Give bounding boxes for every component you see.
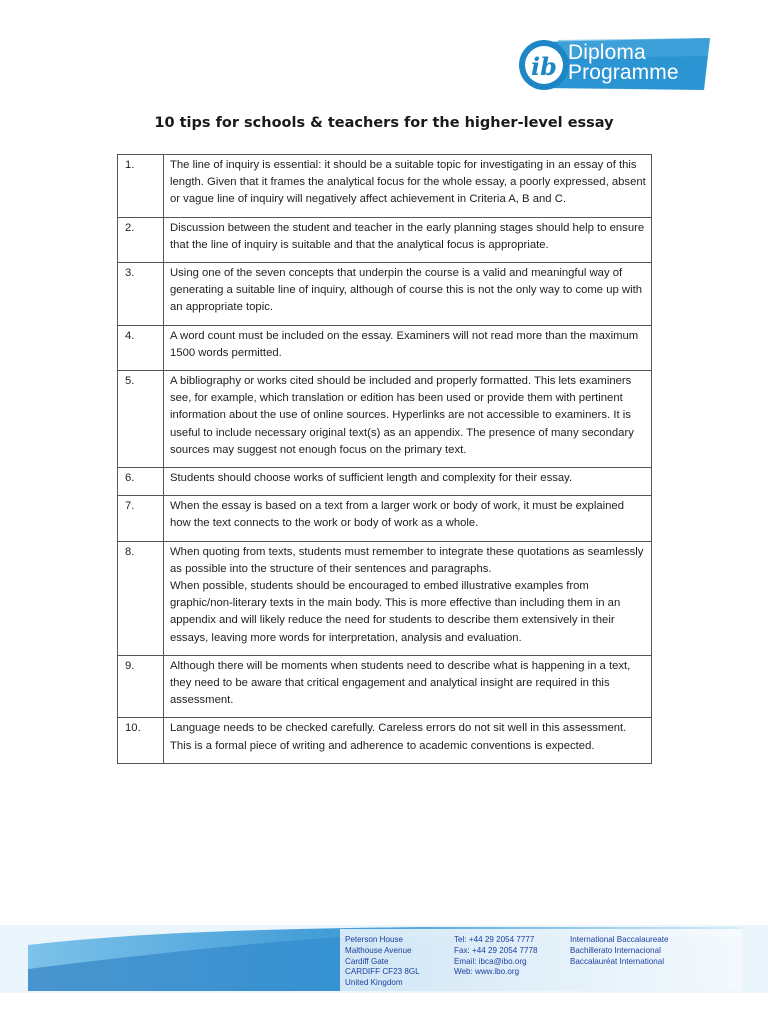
tip-number: 4.	[118, 325, 164, 370]
table-row	[118, 655, 652, 718]
footer-org-name-line: International Baccalaureate	[570, 935, 669, 944]
tip-text	[164, 468, 652, 496]
tip-paragraph: A bibliography or works cited should be included and properly formatted. This lets examiners see, for example, which translation or edition has been used or provide them with pertinent information about the use of online sources. Hyperlinks are not accessible to examiners. It is useful to include necessary original text(s) as an appendix. The presence of many secondary sources may suggest not enough focus on the primary text.	[170, 375, 634, 456]
logo-line-programme: Programme	[568, 61, 679, 84]
tip-text	[164, 217, 652, 262]
footer-contact	[454, 935, 537, 978]
tip-text	[164, 541, 652, 655]
tip-number: 10.	[118, 718, 164, 763]
footer-band	[0, 925, 768, 993]
tip-paragraph: When the essay is based on a text from a larger work or body of work, it must be explained how the text connects to the work or body of work as a whole.	[170, 500, 624, 530]
footer-contact-line: Tel: +44 29 2054 7777	[454, 935, 535, 944]
tips-table	[117, 154, 652, 764]
tip-paragraph: When possible, students should be encouraged to embed illustrative examples from graphic/non-literary texts in the main body. This is more effective than including them in an appendix and will likely reduce the need for students to describe them extensively in their essays, leaving more words for interpretation, analysis and evaluation.	[170, 580, 621, 644]
tip-number: 6.	[118, 468, 164, 496]
tip-number: 1.	[118, 155, 164, 218]
tip-paragraph: Language needs to be checked carefully. Careless errors do not sit well in this assessment. This is a formal piece of writing and adherence to academic conventions is expected.	[170, 722, 627, 752]
tip-text	[164, 371, 652, 468]
table-row	[118, 718, 652, 763]
footer-org-name-line: Baccalauréat International	[570, 956, 665, 966]
tip-paragraph: When quoting from texts, students must remember to integrate these quotations as seamlessly as possible into the structure of their sentences and paragraphs.	[170, 545, 644, 575]
footer-address-line: United Kingdom	[345, 978, 403, 988]
tip-paragraph: A word count must be included on the essay. Examiners will not read more than the maximum 1500 words permitted.	[170, 329, 639, 359]
tip-number: 2.	[118, 217, 164, 262]
footer-org-names	[570, 935, 669, 967]
ib-diploma-logo	[518, 36, 714, 92]
table-row	[118, 155, 652, 218]
page-title: 10 tips for schools & teachers for the higher-level essay	[154, 115, 614, 131]
footer-contact-line: Fax: +44 29 2054 7778	[454, 945, 538, 955]
table-row	[118, 371, 652, 468]
footer-org-name-line: Bachillerato Internacional	[570, 945, 661, 955]
tip-text	[164, 655, 652, 718]
tip-number: 7.	[118, 496, 164, 541]
tip-text	[164, 496, 652, 541]
footer-address-line: Malthouse Avenue	[345, 945, 412, 955]
tip-paragraph: Using one of the seven concepts that underpin the course is a valid and meaningful way of generating a suitable line of inquiry, although of course this is not the only way to come up with an appropriate topic.	[170, 267, 643, 314]
tip-text	[164, 718, 652, 763]
tip-text	[164, 325, 652, 370]
footer-address	[345, 935, 420, 989]
footer-address-line: Cardiff Gate	[345, 956, 389, 966]
table-row	[118, 496, 652, 541]
table-row	[118, 468, 652, 496]
table-row	[118, 217, 652, 262]
svg-text:ib: ib	[531, 52, 557, 81]
tip-number: 8.	[118, 541, 164, 655]
footer-address-line: CARDIFF CF23 8GL	[345, 967, 420, 977]
tip-number: 9.	[118, 655, 164, 718]
footer-contact-line: Email: ibca@ibo.org	[454, 956, 527, 966]
footer-address-line: Peterson House	[345, 935, 404, 944]
tip-paragraph: The line of inquiry is essential: it should be a suitable topic for investigating in an essay of this length. Given that it frames the analytical focus for the whole essay, a poorly expressed, absent or vague line of inquiry will negatively affect achievement in Criteria A, B and C.	[170, 159, 646, 206]
tip-text	[164, 155, 652, 218]
footer-contact-line: Web: www.ibo.org	[454, 967, 520, 977]
table-row	[118, 325, 652, 370]
table-row	[118, 263, 652, 326]
tip-paragraph: Discussion between the student and teacher in the early planning stages should help to ensure that the line of inquiry is suitable and that the analytical focus is appropriate.	[170, 221, 645, 251]
tip-number: 3.	[118, 263, 164, 326]
tip-text	[164, 263, 652, 326]
tips-table-body	[118, 155, 652, 764]
tip-paragraph: Although there will be moments when students need to describe what is happening in a text, they need to be aware that critical engagement and analytical insight are required in this assessment.	[170, 659, 631, 707]
table-row	[118, 541, 652, 655]
tip-number: 5.	[118, 371, 164, 468]
tip-paragraph: Students should choose works of sufficient length and complexity for their essay.	[170, 472, 573, 485]
logo-line-diploma: Diploma	[568, 41, 646, 64]
